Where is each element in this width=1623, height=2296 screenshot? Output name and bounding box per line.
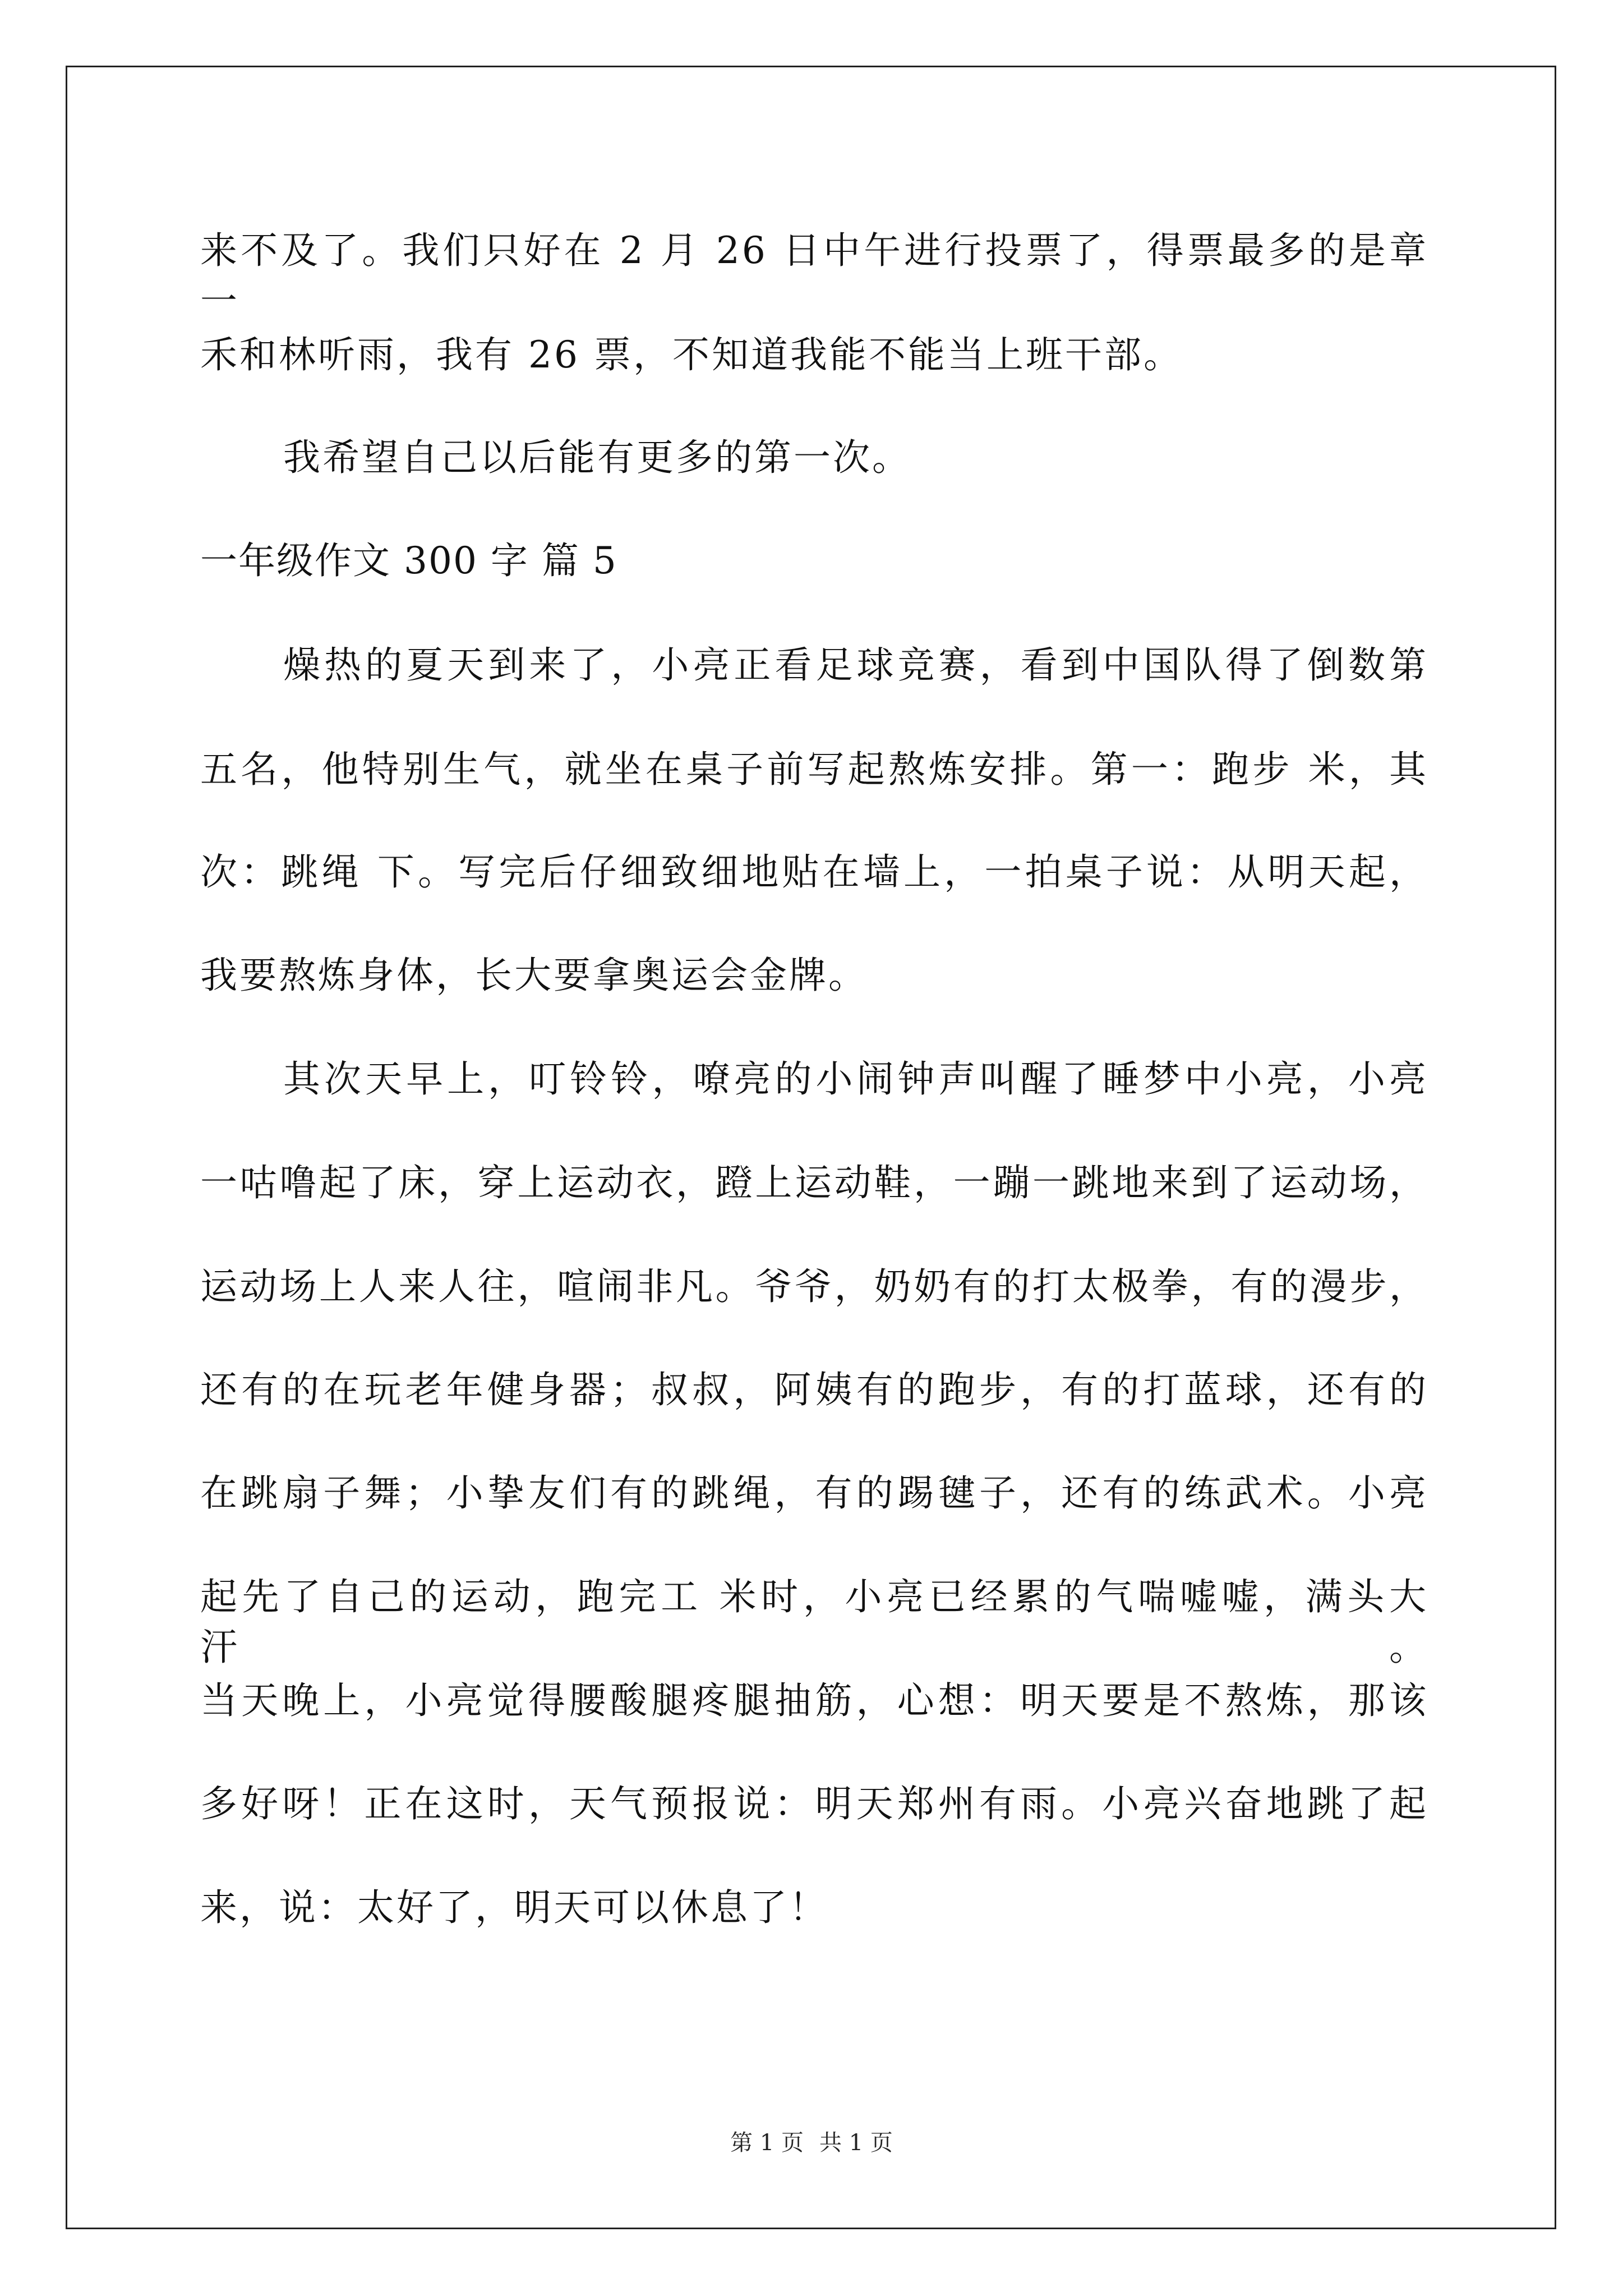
page-total: 共 1 页 xyxy=(819,2130,893,2156)
paragraph-line: 五名，他特别生气，就坐在桌子前写起熬炼安排。第一：跑步 米，其 xyxy=(200,748,1428,791)
paragraph-line: 当天晚上，小亮觉得腰酸腿疼腿抽筋，心想：明天要是不熬炼，那该 xyxy=(200,1679,1428,1722)
paragraph-line: 还有的在玩老年健身器；叔叔，阿姨有的跑步，有的打蓝球，还有的 xyxy=(200,1368,1428,1411)
page-number: 第 1 页 xyxy=(730,2130,804,2156)
section-heading: 一年级作文 300 字 篇 5 xyxy=(200,539,617,582)
paragraph-line: 我希望自己以后能有更多的第一次。 xyxy=(283,436,911,479)
page-footer xyxy=(0,2129,1623,2157)
paragraph-line: 来不及了。我们只好在 2 月 26 日中午进行投票了，得票最多的是章一 xyxy=(200,229,1428,323)
paragraph-line: 其次天早上，叮铃铃，嘹亮的小闹钟声叫醒了睡梦中小亮，小亮 xyxy=(283,1057,1428,1101)
paragraph-line: 燥热的夏天到来了，小亮正看足球竞赛，看到中国队得了倒数第 xyxy=(283,643,1428,687)
paragraph-line: 次：跳绳 下。写完后仔细致细地贴在墙上，一拍桌子说：从明天起， xyxy=(200,850,1428,894)
paragraph-line: 禾和林听雨，我有 26 票，不知道我能不能当上班干部。 xyxy=(200,333,1183,376)
paragraph-line: 来，说：太好了，明天可以休息了！ xyxy=(200,1886,828,1929)
paragraph-line: 一咕噜起了床，穿上运动衣，蹬上运动鞋，一蹦一跳地来到了运动场， xyxy=(200,1161,1428,1204)
paragraph-line: 多好呀！正在这时，天气预报说：明天郑州有雨。小亮兴奋地跳了起 xyxy=(200,1782,1428,1825)
paragraph-line: 在跳扇子舞；小挚友们有的跳绳，有的踢毽子，还有的练武术。小亮 xyxy=(200,1471,1428,1515)
paragraph-line: 运动场上人来人往，喧闹非凡。爷爷，奶奶有的打太极拳，有的漫步， xyxy=(200,1265,1428,1308)
paragraph-line: 起先了自己的运动，跑完工 米时，小亮已经累的气喘嘘嘘，满头大汗。 xyxy=(200,1575,1428,1669)
paragraph-line: 我要熬炼身体，长大要拿奥运会金牌。 xyxy=(200,954,868,997)
